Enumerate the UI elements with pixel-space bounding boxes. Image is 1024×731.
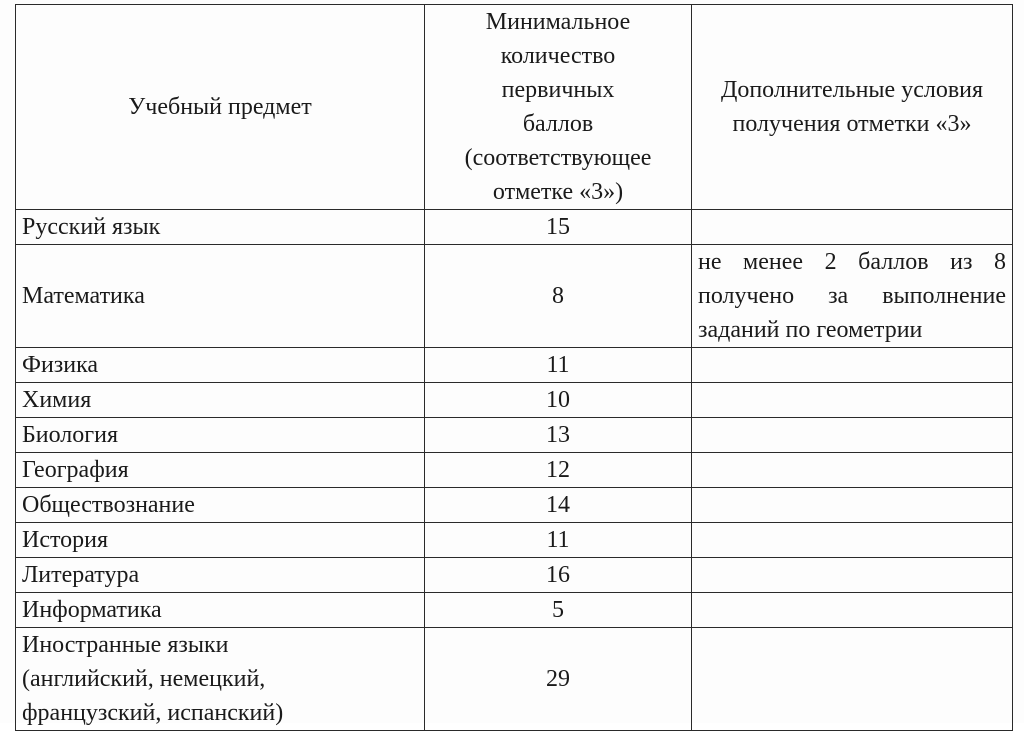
header-min-score-line: Минимальное [485, 9, 631, 35]
header-conditions-line: получения отметки «3» [732, 111, 972, 137]
condition-cell [692, 453, 1013, 488]
condition-cell [692, 383, 1013, 418]
header-min-score-line: первичных [501, 77, 615, 103]
condition-cell [692, 418, 1013, 453]
table-row [16, 453, 1013, 488]
subject-cell: География [16, 453, 425, 488]
header-min-score-line: баллов [522, 111, 594, 137]
table-row [16, 210, 1013, 245]
table-row [16, 488, 1013, 523]
table-row [16, 383, 1013, 418]
subject-cell: Физика [16, 348, 425, 383]
condition-line: не менее 2 баллов из 8 [698, 249, 1006, 275]
header-min-score-line: отметке «3») [492, 179, 624, 205]
subject-line: Иностранные языки [22, 632, 229, 658]
subject-cell: Информатика [16, 593, 425, 628]
score-cell: 14 [425, 488, 692, 523]
header-min-score-line: количество [500, 43, 616, 69]
subject-cell: История [16, 523, 425, 558]
table-header-row [16, 5, 1013, 210]
score-cell: 15 [425, 210, 692, 245]
condition-cell [692, 210, 1013, 245]
header-subject [16, 5, 425, 210]
score-cell: 13 [425, 418, 692, 453]
subject-cell [16, 628, 425, 731]
condition-cell [692, 348, 1013, 383]
condition-cell [692, 488, 1013, 523]
header-subject-text: Учебный предмет [128, 94, 312, 120]
subject-line: (английский, немецкий, [22, 666, 266, 692]
table-row [16, 593, 1013, 628]
score-cell: 8 [425, 245, 692, 348]
score-cell: 29 [425, 628, 692, 731]
header-conditions [692, 5, 1013, 210]
score-cell: 5 [425, 593, 692, 628]
score-cell: 11 [425, 523, 692, 558]
subject-cell: Русский язык [16, 210, 425, 245]
condition-cell [692, 628, 1013, 731]
score-cell: 16 [425, 558, 692, 593]
condition-cell [692, 593, 1013, 628]
subject-cell: Биология [16, 418, 425, 453]
subject-cell: Обществознание [16, 488, 425, 523]
table-row [16, 558, 1013, 593]
score-cell: 11 [425, 348, 692, 383]
table-row [16, 418, 1013, 453]
condition-line: заданий по геометрии [698, 317, 923, 343]
condition-cell [692, 523, 1013, 558]
header-conditions-line: Дополнительные условия [720, 77, 984, 103]
header-min-score-line: (соответствующее [464, 145, 652, 171]
table-row [16, 628, 1013, 731]
table-row [16, 245, 1013, 348]
score-cell: 10 [425, 383, 692, 418]
subject-cell: Химия [16, 383, 425, 418]
score-cell: 12 [425, 453, 692, 488]
subject-cell: Математика [16, 245, 425, 348]
condition-line: получено за выполнение [698, 283, 1006, 309]
subject-line: французский, испанский) [22, 700, 284, 726]
subject-cell: Литература [16, 558, 425, 593]
condition-cell [692, 558, 1013, 593]
scores-table [15, 4, 1013, 731]
table-row [16, 348, 1013, 383]
condition-cell [692, 245, 1013, 348]
header-min-score [425, 5, 692, 210]
table-row [16, 523, 1013, 558]
